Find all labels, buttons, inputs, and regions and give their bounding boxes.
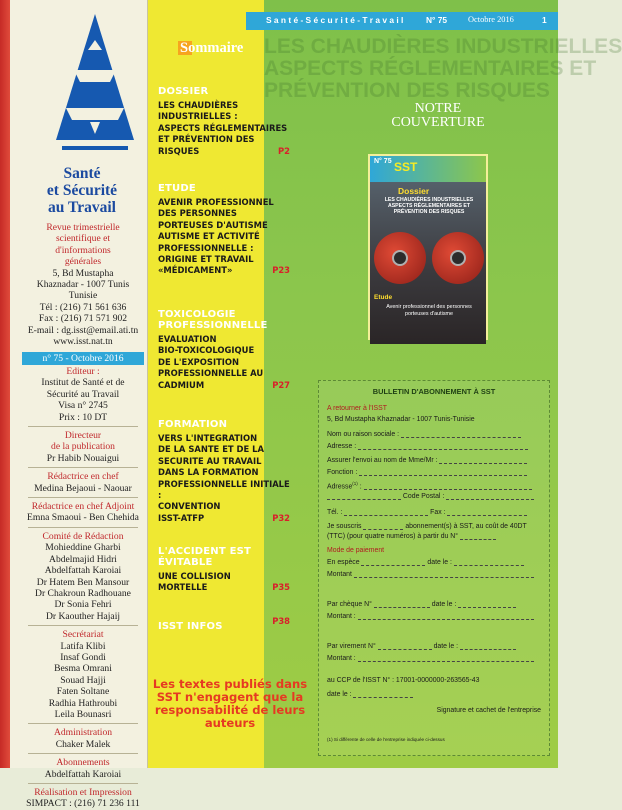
realisation-label: Réalisation et Impression	[34, 787, 132, 798]
toc-line: «MÉDICAMENT»	[158, 265, 233, 276]
toc-head: L'ACCIDENT EST ÉVITABLE	[158, 546, 252, 568]
issue-badge	[22, 352, 144, 365]
email-line: E-mail : dg.isst@email.ati.tn	[27, 324, 139, 336]
toc-line: VERS L'INTEGRATION	[158, 433, 258, 443]
cover-dossier-text: LES CHAUDIÈRES INDUSTRIELLES ASPECTS RÉGLEMENTAIRES ET PRÉVENTION DES RISQUES	[384, 197, 474, 215]
cover-label-line: COUVERTURE	[391, 115, 485, 130]
toc-page: P35	[272, 582, 290, 593]
form-footnote: (1) Si différente de celle de l'entreprise indiquée ci-dessus	[327, 737, 445, 742]
divider	[28, 467, 138, 468]
cover-dossier-label: Dossier	[398, 186, 430, 196]
adresse-field[interactable]	[358, 443, 528, 450]
cover-photo	[370, 182, 486, 344]
address-line: Tunisie	[68, 290, 98, 302]
toc-line: ISST-ATFP	[158, 512, 205, 523]
abonnements-name: Abdelfattah Karoiai	[44, 768, 122, 780]
admin-label: Administration	[53, 727, 113, 739]
toc-formation[interactable]	[158, 419, 290, 524]
subscription-form: BULLETIN D'ABONNEMENT À SST A retourner à l'ISST 5, Bd Mustapha Khaznadar - 1007 Tunis-Tunisie Nom ou raison sociale : Adresse : Assurer l'envoi au nom de Mme/Mr : Fonction : Adresse$^{(1)}$ : Code Postal : Tél. : Fax : Je souscris abonnement(s) à SST, au coût de 40DT (TTC) (pour quatre numéros) à partir du N° Mode de paiement En espèce date le : Montant Par chèque N° date le : Montant : Par virement N° date le : Montant : au CCP de l'ISST N° : 17001-0000000-263565-43 date le : Signature et cachet de l'entreprise (1) Si différente de celle de l'entreprise indiquée ci-dessus	[318, 380, 550, 756]
toc-line: PROFESSIONNELLE :	[158, 242, 254, 253]
header-issue: N° 75	[426, 15, 448, 25]
realisation-name: SIMPACT : (216) 71 236 111	[26, 798, 140, 810]
virement-field[interactable]	[378, 643, 432, 650]
code-postal-field[interactable]	[446, 493, 534, 500]
editeur-line: Institut de Santé et de	[41, 377, 125, 389]
fax-field[interactable]	[447, 509, 527, 516]
cheque-montant-field[interactable]	[358, 613, 534, 620]
fonction-label: Fonction :	[327, 469, 358, 476]
redac-adj-name: Emna Smaoui - Ben Chehida	[27, 512, 139, 524]
souscris-field[interactable]	[363, 523, 403, 530]
montant-label: Montant	[327, 571, 352, 578]
toc-body	[158, 334, 290, 391]
header-bar	[246, 12, 558, 30]
secretariat-member: Latifa Klibi	[60, 640, 106, 652]
redac-chef-name: Medina Bejaoui - Naouar	[34, 482, 132, 494]
divider	[28, 783, 138, 784]
assurer-label: Assurer l'envoi au nom de Mme/Mr :	[327, 457, 438, 464]
phone-line: Tél : (216) 71 561 636	[39, 301, 127, 313]
ghost-line: ASPECTS RÉGLEMENTAIRES ET	[264, 57, 597, 80]
virement-date-field[interactable]	[460, 643, 516, 650]
editeur-label: Editeur :	[66, 366, 100, 377]
comite-label: Comité de Rédaction	[42, 530, 124, 542]
souscris-text: abonnement(s) à SST, au coût de 40DT	[405, 523, 527, 530]
toc-line: AVENIR PROFESSIONNEL	[158, 197, 274, 207]
comite-member: Dr Hatem Ben Mansour	[36, 576, 130, 588]
toc-line: ORIGINE ET TRAVAIL	[158, 254, 254, 265]
boiler-door-left	[392, 250, 408, 266]
virement-montant-field[interactable]	[358, 655, 534, 662]
cover-thumbnail[interactable]	[368, 154, 488, 340]
admin-name: Chaker Malek	[55, 738, 111, 750]
masthead-title	[22, 165, 142, 216]
cover-etude-label: Etude	[374, 294, 393, 301]
mode-paiement-label: Mode de paiement	[327, 547, 385, 554]
toc-line: DE L'EXPOSITION	[158, 356, 240, 367]
directeur-label: Directeur	[64, 430, 102, 442]
tel-field[interactable]	[344, 509, 428, 516]
divider	[28, 625, 138, 626]
toc-line: PROFESSIONNELLE AU	[158, 368, 264, 379]
toc-head: DOSSIER	[158, 86, 209, 97]
toc-toxicologie[interactable]	[158, 309, 290, 391]
isst-logo	[52, 10, 138, 162]
adresse2-field[interactable]	[364, 483, 532, 490]
disclaimer	[152, 678, 308, 730]
sommaire-title	[180, 40, 243, 57]
address-continued-field[interactable]	[327, 493, 401, 500]
divider	[28, 723, 138, 724]
boiler-door-right	[450, 250, 466, 266]
fax-line: Fax : (216) 71 571 902	[38, 313, 128, 325]
address-line: 5, Bd Mustapha	[52, 267, 114, 279]
comite-member: Dr Sonia Fehri	[54, 599, 112, 611]
editeur-block	[22, 366, 144, 810]
nom-label: Nom ou raison sociale :	[327, 431, 400, 438]
souscris-text-2: (TTC) (pour quatre numéros) à partir du N°	[327, 533, 459, 540]
divider	[28, 527, 138, 528]
signature-label: Signature et cachet de l'entreprise	[436, 707, 541, 714]
secretariat-member: Faten Soltane	[56, 686, 110, 698]
comite-member: Abdelmajid Hidri	[49, 553, 117, 565]
editeur-line: Visa n° 2745	[58, 400, 108, 412]
cover-label-line: NOTRE	[414, 101, 462, 116]
sommaire-title-text: Sommaire	[180, 40, 244, 56]
espece-label: En espèce	[327, 559, 360, 566]
form-return-label: A retourner à l'ISST	[327, 405, 387, 412]
revue-line: d'informations	[55, 244, 111, 256]
tel-label: Tél. :	[327, 509, 343, 516]
fonction-field[interactable]	[359, 469, 527, 476]
toc-line: CADMIUM	[158, 379, 205, 390]
secretariat-label: Secrétariat	[62, 629, 104, 641]
toc-head: ETUDE	[158, 183, 196, 194]
masthead-line: au Travail	[48, 199, 116, 216]
editeur-line: Sécurité au Travail	[46, 388, 120, 400]
toc-page: P38	[272, 616, 290, 626]
website-line: www.isst.nat.tn	[53, 336, 113, 348]
toc-line: BIO-TOXICOLOGIQUE	[158, 345, 255, 356]
toc-line: ASPECTS RÉGLEMENTAIRES	[158, 122, 288, 133]
address-line: Khaznadar - 1007 Tunis	[36, 279, 130, 291]
secretariat-member: Insaf Gondi	[60, 651, 106, 663]
header-title: S a n t é - S é c u r i t é - T r a v a i l	[266, 15, 404, 25]
red-spine	[0, 0, 10, 768]
ccp-label: au CCP de l'ISST N° : 17001-0000000-263565-43	[327, 677, 480, 684]
comite-member: Abdelfattah Karoiai	[44, 565, 122, 577]
montant-label: Montant :	[327, 655, 356, 662]
montant-label: Montant :	[327, 613, 356, 620]
divider	[28, 753, 138, 754]
virement-label: Par virement N°	[327, 643, 376, 650]
toc-line: LES CHAUDIÈRES	[158, 100, 239, 110]
cover-title: SST	[394, 160, 418, 174]
form-address: 5, Bd Mustapha Khaznadar - 1007 Tunis-Tunisie	[327, 416, 475, 423]
espece-montant-field[interactable]	[354, 571, 534, 578]
redac-adj-label: Rédactrice en chef Adjoint	[31, 501, 135, 513]
redac-chef-label: Rédactrice en chef	[47, 471, 119, 483]
toc-line: DE LA SANTE ET DE LA	[158, 444, 264, 455]
directeur-name: Pr Habib Nouaigui	[46, 452, 120, 464]
date-label: date le :	[427, 559, 452, 566]
cheque-label: Par chèque N°	[327, 601, 372, 608]
editeur-line: Prix : 10 DT	[58, 411, 108, 423]
toc-page: P23	[272, 265, 290, 276]
disclaimer-text: Les textes publiés dans SST n'engagent que la responsabilité de leurs auteurs	[152, 677, 308, 730]
comite-member: Mohieddine Gharbi	[45, 542, 121, 554]
toc-page: P27	[272, 379, 290, 390]
page-number: 1	[542, 15, 547, 25]
adresse2-label: Adresse	[327, 483, 353, 491]
cover-etude-text: Avenir professionnel des personnes porteuses d'autisme	[386, 304, 472, 317]
divider	[28, 426, 138, 427]
date-label: date le :	[431, 601, 457, 608]
revue-line: scientifique et	[55, 233, 111, 245]
secretariat-member: Souad Hajji	[60, 674, 106, 686]
abonnements-label: Abonnements	[56, 757, 110, 769]
cheque-date-field[interactable]	[458, 601, 516, 608]
toc-page: P2	[278, 145, 290, 156]
toc-body	[158, 433, 290, 524]
comite-member: Dr Chakroun Radhouane	[35, 587, 131, 599]
secretariat-member: Radhia Hathroubi	[48, 697, 118, 709]
toc-isst-infos[interactable]	[158, 614, 290, 633]
form-title: BULLETIN D'ABONNEMENT À SST	[372, 387, 496, 396]
issue-label: n° 75 - Octobre 2016	[42, 353, 124, 364]
comite-member: Dr Kaouther Hajaij	[45, 610, 121, 622]
secretariat-member: Besma Omrani	[54, 663, 112, 675]
secretariat-member: Leila Bounasri	[54, 708, 112, 720]
nom-field[interactable]	[401, 431, 521, 438]
ccp-date-field[interactable]	[353, 691, 413, 698]
toc-body	[158, 100, 290, 157]
toc-head: ISST INFOS	[158, 621, 223, 632]
start-issue-field[interactable]	[460, 533, 496, 540]
toc-line: UNE COLLISION	[158, 571, 231, 581]
ghost-line: PRÉVENTION DES RISQUES	[264, 79, 550, 102]
toc-line: DANS LA FORMATION	[158, 467, 259, 478]
toc-line: MORTELLE	[158, 582, 208, 593]
toc-line: PROFESSIONNELLE INITIALE :	[158, 478, 290, 501]
espece-field[interactable]	[361, 559, 425, 566]
date-label: date le :	[327, 691, 352, 698]
toc-line: SECURITE AU TRAVAIL	[158, 455, 262, 466]
adresse-label: Adresse :	[327, 443, 357, 450]
toc-body	[158, 571, 290, 594]
toc-line: RISQUES	[158, 145, 200, 156]
toc-line: ET PRÉVENTION DES	[158, 134, 255, 145]
espece-date-field[interactable]	[454, 559, 524, 566]
toc-line: AUTISME ET ACTIVITÉ	[158, 231, 260, 242]
revue-description	[22, 222, 144, 347]
souscris-label: Je souscris	[327, 523, 362, 530]
toc-line: CONVENTION	[158, 501, 221, 512]
toc-line: DES PERSONNES	[158, 208, 237, 219]
toc-head: TOXICOLOGIE PROFESSIONNELLE	[158, 309, 268, 331]
cheque-field[interactable]	[374, 601, 430, 608]
revue-line: Revue trimestrielle	[46, 222, 120, 233]
date-label: date le :	[433, 643, 459, 650]
toc-line: EVALUATION	[158, 334, 217, 344]
divider	[28, 497, 138, 498]
toc-head: FORMATION	[158, 419, 228, 430]
toc-line: INDUSTRIELLES :	[158, 111, 238, 122]
toc-body	[158, 197, 290, 277]
toc-etude[interactable]	[158, 183, 290, 277]
toc-accident[interactable]	[158, 546, 290, 594]
toc-line: PORTEUSES D'AUTISME	[158, 219, 268, 230]
fax-label: Fax :	[430, 509, 446, 516]
cover-issue: N° 75	[374, 158, 392, 165]
code-postal-label: Code Postal :	[402, 493, 445, 500]
toc-page: P32	[272, 512, 290, 523]
revue-line: générales	[64, 256, 102, 268]
ghost-line: LES CHAUDIÈRES INDUSTRIELLES	[264, 35, 622, 58]
cover-header	[370, 156, 486, 182]
masthead-line: Santé	[63, 165, 101, 182]
assurer-field[interactable]	[439, 457, 527, 464]
cover-label	[378, 102, 498, 130]
header-date: Octobre 2016	[468, 15, 514, 24]
toc-dossier[interactable]	[158, 86, 290, 157]
masthead-line: et Sécurité	[46, 182, 118, 199]
directeur-label: de la publication	[51, 441, 115, 453]
